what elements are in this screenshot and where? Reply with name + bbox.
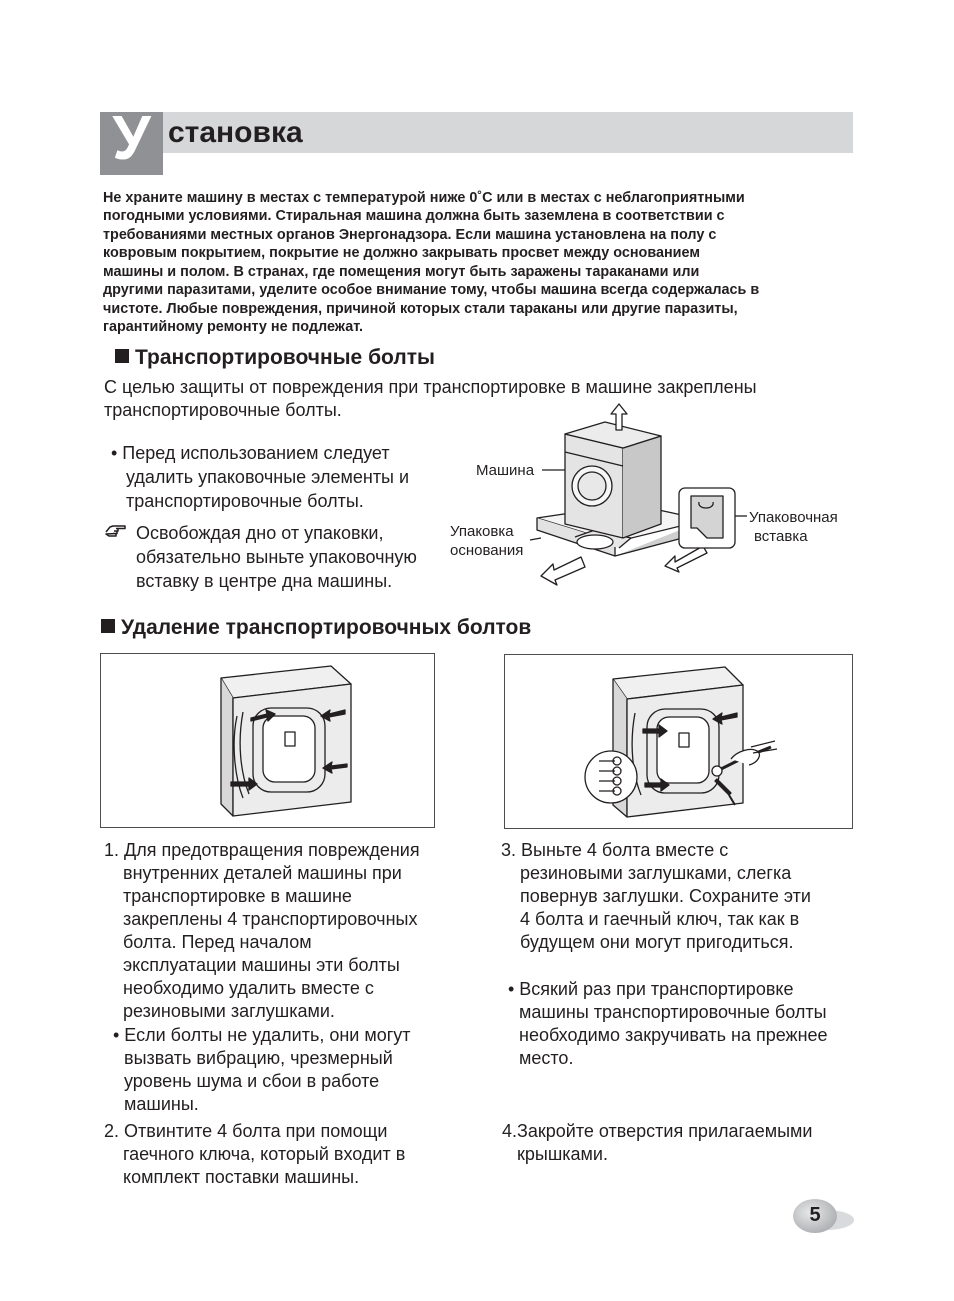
step3-line: будущем они могут пригодиться.	[520, 932, 794, 952]
section-heading-bolt-removal	[101, 615, 531, 641]
step1-line: необходимо удалить вместе с	[123, 978, 374, 998]
step3-line: 3. Выньте 4 болта вместе с	[501, 840, 729, 860]
step3-line: 4 болта и гаечный ключ, так как в	[520, 909, 800, 929]
step1-line: резиновыми заглушками.	[123, 1001, 335, 1021]
washing-machine-packing-illustration	[445, 400, 855, 600]
square-bullet-icon	[101, 619, 115, 633]
label-base-packing: основания	[450, 542, 524, 559]
warning-line: другими паразитами, уделите особое внимание тому, чтобы машина всегда содержалась в	[103, 282, 760, 298]
note-line: обязательно выньте упаковочную	[136, 547, 417, 567]
page-number-badge	[790, 1196, 856, 1236]
label-machine: Машина	[476, 462, 535, 479]
warning-line: погодными условиями. Стиральная машина должна быть заземлена в соответствии с	[103, 208, 725, 224]
page-title: становка	[168, 116, 303, 149]
step1-bullet-line: машины.	[124, 1094, 199, 1114]
step1-bullet-line: уровень шума и сбои в работе	[124, 1071, 380, 1091]
step1-bullet-line: • Если болты не удалить, они могут	[113, 1025, 411, 1045]
bullet-line: • Перед использованием следует	[111, 443, 390, 463]
step4-line: крышками.	[517, 1144, 608, 1164]
bolt-removal-illustration-frame	[504, 654, 853, 829]
step3-bullet-line: • Всякий раз при транспортировке	[508, 979, 794, 999]
section-heading-text: Транспортировочные болты	[135, 346, 435, 369]
section-heading-text: Удаление транспортировочных болтов	[121, 616, 532, 639]
note-line: вставку в центре дна машины.	[136, 571, 393, 591]
step2-line: комплект поставки машины.	[123, 1167, 360, 1187]
step1-line: транспортировке в машине	[123, 886, 352, 906]
step1-line: болта. Перед началом	[123, 932, 312, 952]
step1-line: внутренних деталей машины при	[123, 863, 402, 883]
square-bullet-icon	[115, 349, 129, 363]
warning-line: гарантийному ремонту не подлежат.	[103, 319, 363, 335]
warning-line: ковровым покрытием, покрытие не должно закрывать просвет между основанием	[103, 245, 700, 261]
intro-line: С целью защиты от повреждения при транспортировке в машине закреплены	[104, 377, 757, 397]
warning-line: Не храните машину в местах с температурой ниже 0˚С или в местах с неблагоприятными	[103, 190, 745, 206]
step1-line: 1. Для предотвращения повреждения	[104, 840, 420, 860]
bullet-line: транспортировочные болты.	[126, 491, 364, 511]
step1-line: эксплуатации машины эти болты	[123, 955, 400, 975]
step3-line: повернув заглушки. Сохраните эти	[520, 886, 811, 906]
label-packing-insert: Упаковочная	[749, 509, 838, 526]
warning-line: машины и полом. В странах, где помещения могут быть заражены тараканами или	[103, 264, 700, 280]
page-number: 5	[809, 1204, 821, 1226]
step2-line: 2. Отвинтите 4 болта при помощи	[104, 1121, 388, 1141]
step3-line: резиновыми заглушками, слегка	[520, 863, 792, 883]
label-packing-insert: вставка	[754, 528, 808, 545]
machine-rear-bolts-illustration	[101, 654, 433, 826]
intro-line: транспортировочные болты.	[104, 400, 342, 420]
warning-line: требованиями местных органов Энергонадзора. Если машина установлена на полу с	[103, 227, 717, 243]
wrench-bolt-removal-illustration	[505, 655, 851, 827]
step3-bullet-line: машины транспортировочные болты	[519, 1002, 827, 1022]
section-heading-transport-bolts	[115, 345, 435, 371]
step2-line: гаечного ключа, который входит в	[123, 1144, 406, 1164]
pointing-hand-icon	[104, 523, 128, 539]
step3-bullet-line: необходимо закручивать на прежнее	[519, 1025, 828, 1045]
step3-bullet-line: место.	[519, 1048, 574, 1068]
bolt-positions-illustration-frame	[100, 653, 435, 828]
step1-bullet-line: вызвать вибрацию, чрезмерный	[124, 1048, 393, 1068]
step4-line: 4.Закройте отверстия прилагаемыми	[502, 1121, 813, 1141]
note-line: Освобождая дно от упаковки,	[136, 523, 384, 543]
warning-line: чистоте. Любые повреждения, причиной которых стали тараканы или другие паразиты,	[103, 301, 738, 317]
label-base-packing: Упаковка	[450, 523, 514, 540]
header-initial-letter: У	[112, 104, 151, 173]
step1-line: закреплены 4 транспортировочных	[123, 909, 418, 929]
bullet-line: удалить упаковочные элементы и	[126, 467, 410, 487]
